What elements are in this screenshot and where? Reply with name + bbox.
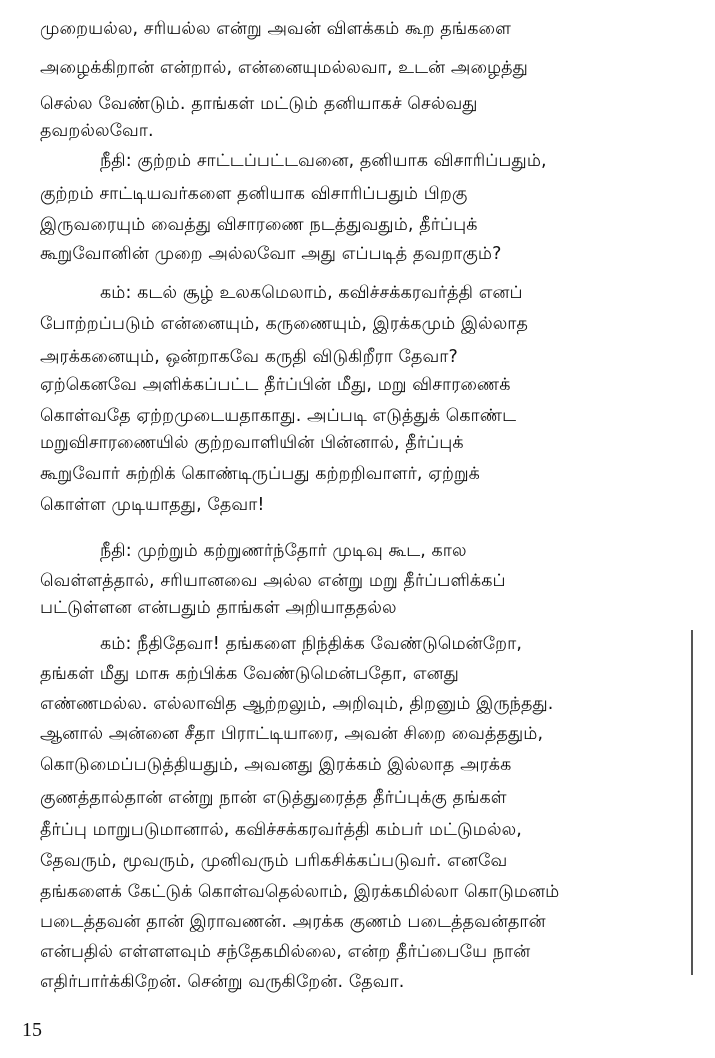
text-line: எண்ணமல்ல. எல்லாவித ஆற்றலும், அறிவும், திறனும் இருந்தது. — [40, 694, 554, 714]
text-line: போற்றப்படும் என்னையும், கருணையும், இரக்கமும் இல்லாத — [40, 314, 528, 334]
page-number: 15 — [22, 1019, 42, 1041]
paragraph-start-line: கம்: நீதிதேவா! தங்களை நிந்திக்க வேண்டுமென்றோ, — [100, 634, 522, 654]
paragraph-start-line: நீதி: முற்றும் கற்றுணர்ந்தோர் முடிவு கூட, கால — [100, 541, 467, 561]
text-line: எதிர்பார்க்கிறேன். சென்று வருகிறேன். தேவா. — [40, 972, 405, 992]
text-line: தவறல்லவோ. — [40, 121, 154, 141]
text-line: கொள்ள முடியாதது, தேவா! — [40, 495, 265, 515]
text-line: செல்ல வேண்டும். தாங்கள் மட்டும் தனியாகச் செல்வது — [40, 94, 478, 114]
paragraph-start-line: நீதி: குற்றம் சாட்டப்பட்டவனை, தனியாக விசாரிப்பதும், — [100, 151, 547, 171]
paragraph-start-line: கம்: கடல் சூழ் உலகமெலாம், கவிச்சக்கரவர்த்தி எனப் — [100, 283, 523, 303]
text-line: கொடுமைப்படுத்தியதும், அவனது இரக்கம் இல்லாத அரக்க — [40, 755, 512, 775]
text-line: ஏற்கெனவே அளிக்கப்பட்ட தீர்ப்பின் மீது, மறு விசாரணைக் — [40, 375, 511, 395]
text-line: தீர்ப்பு மாறுபடுமானால், கவிச்சக்கரவர்த்தி கம்பர் மட்டுமல்ல, — [40, 820, 522, 840]
text-line: அரக்கனையும், ஒன்றாகவே கருதி விடுகிறீரா தேவா? — [40, 347, 458, 367]
margin-rule — [691, 630, 693, 975]
text-line: குணத்தால்தான் என்று நான் எடுத்துரைத்த தீர்ப்புக்கு தங்கள் — [40, 788, 507, 808]
text-line: அழைக்கிறான் என்றால், என்னையுமல்லவா, உடன் அழைத்து — [40, 58, 528, 78]
text-line: கொள்வதே ஏற்றமுடையதாகாது. அப்படி எடுத்துக் கொண்ட — [40, 406, 517, 426]
text-line: முறையல்ல, சரியல்ல என்று அவன் விளக்கம் கூற தங்களை — [40, 19, 511, 39]
text-line: இருவரையும் வைத்து விசாரணை நடத்துவதும், தீர்ப்புக் — [40, 215, 478, 235]
text-line: பட்டுள்ளன என்பதும் தாங்கள் அறியாததல்ல — [40, 598, 397, 618]
text-line: மறுவிசாரணையில் குற்றவாளியின் பின்னால், தீர்ப்புக் — [40, 433, 464, 453]
text-line: கூறுவோனின் முறை அல்லவோ அது எப்படித் தவறாகும்? — [40, 244, 502, 264]
text-line: கூறுவோர் சுற்றிக் கொண்டிருப்பது கற்றறிவாளர், ஏற்றுக் — [40, 464, 480, 484]
text-line: தங்களைக் கேட்டுக் கொள்வதெல்லாம், இரக்கமில்லா கொடுமனம் — [40, 882, 560, 902]
text-line: என்பதில் எள்ளளவும் சந்தேகமில்லை, என்ற தீர்ப்பையே நான் — [40, 942, 531, 962]
text-line: வெள்ளத்தால், சரியானவை அல்ல என்று மறு தீர்ப்பளிக்கப் — [40, 571, 506, 591]
text-line: படைத்தவன் தான் இராவணன். அரக்க குணம் படைத்தவன்தான் — [40, 912, 546, 932]
text-line: தங்கள் மீது மாசு கற்பிக்க வேண்டுமென்பதோ, எனது — [40, 664, 459, 684]
text-line: தேவரும், மூவரும், முனிவரும் பரிகசிக்கப்படுவர். எனவே — [40, 851, 508, 871]
text-line: குற்றம் சாட்டியவர்களை தனியாக விசாரிப்பதும் பிறகு — [40, 184, 468, 204]
text-line: ஆனால் அன்னை சீதா பிராட்டியாரை, அவன் சிறை வைத்ததும், — [40, 724, 544, 744]
